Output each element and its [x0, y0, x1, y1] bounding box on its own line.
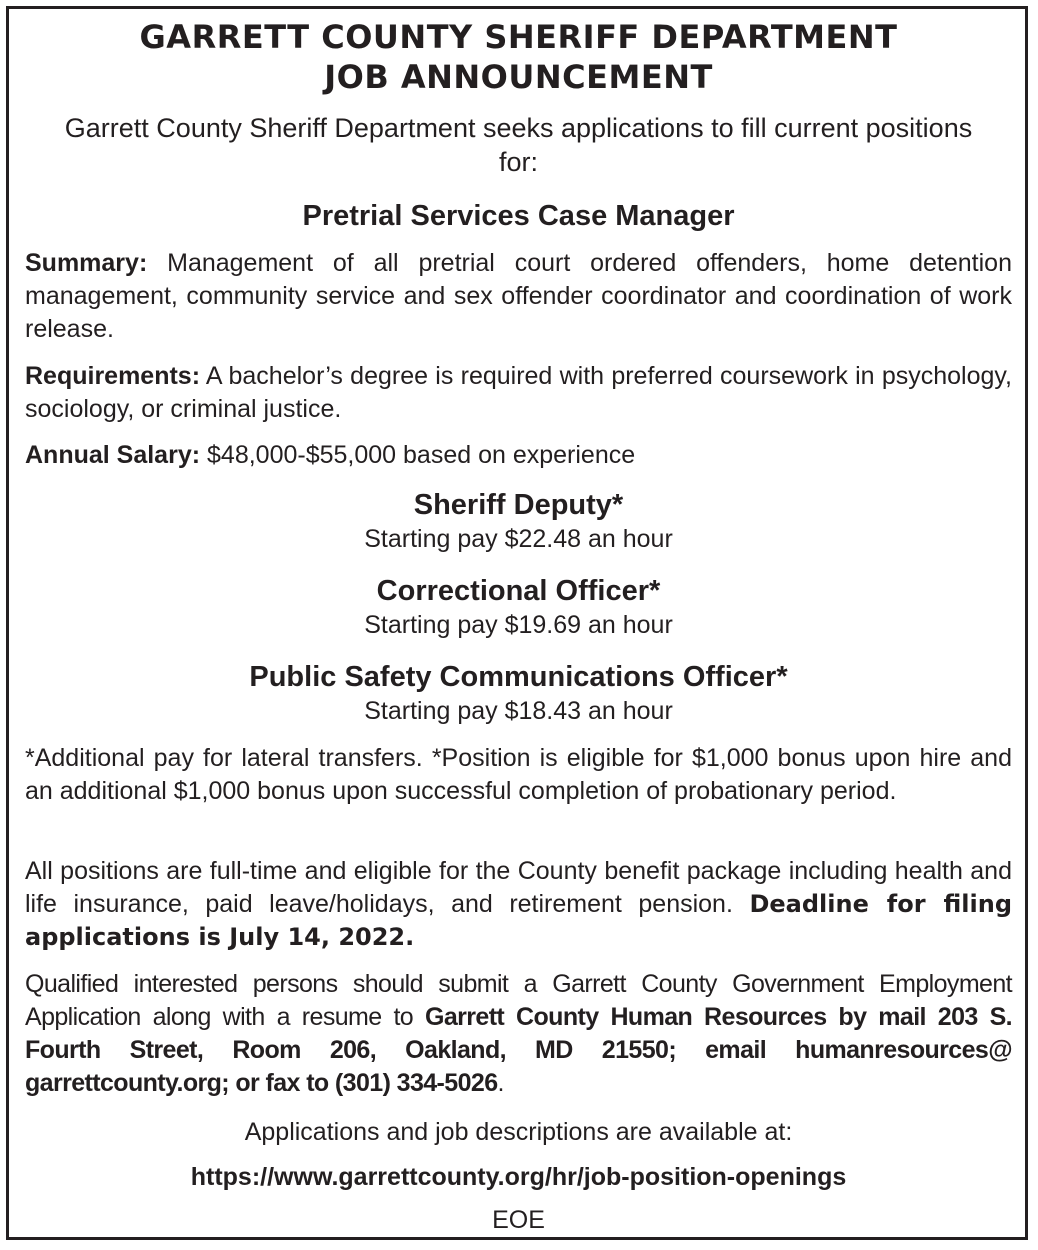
apply-paragraph: [25, 968, 1012, 1100]
announcement-frame: [6, 6, 1028, 1240]
header-line-2: JOB ANNOUNCEMENT: [324, 58, 713, 96]
salary-label: Annual Salary:: [25, 441, 201, 469]
additional-pay-note: *Additional pay for lateral transfers. *Position is eligible for $1,000 bonus upon hire and an additional $1,000 bonus upon successful completion of probationary period.: [25, 744, 1012, 805]
job-openings-link[interactable]: https://www.garrettcounty.org/hr/job-position-openings: [190, 1163, 847, 1191]
deadline-text: Deadline for filing applications is July 14, 2022.: [25, 890, 1013, 951]
requirements-text: A bachelor’s degree is required with preferred coursework in psychology, sociology, or criminal justice.: [25, 362, 1012, 423]
salary-text: $48,000-$55,000 based on experience: [200, 441, 636, 469]
requirements-paragraph: [25, 360, 1012, 426]
position-title-correctional-officer: Correctional Officer*: [376, 575, 661, 607]
position-pay-sheriff-deputy: Starting pay $22.48 an hour: [364, 525, 673, 553]
salary-paragraph: [25, 439, 1012, 472]
requirements-label: Requirements:: [25, 362, 201, 390]
announcement-content: [25, 9, 1012, 1237]
position-title-communications-officer: Public Safety Communications Officer*: [249, 661, 788, 693]
apply-end: .: [497, 1069, 504, 1097]
case-manager-title: Pretrial Services Case Manager: [302, 200, 735, 232]
summary-label: Summary:: [25, 249, 148, 277]
availability-text: Applications and job descriptions are available at:: [244, 1118, 793, 1146]
apply-intro-text: Qualified interested persons should submit a Garrett County Government Employment Application along with a resume to: [25, 970, 1012, 1031]
benefits-text: All positions are full-time and eligible for the County benefit package including health and life insurance, paid leave/holidays, and retirement pension.: [25, 857, 1012, 918]
eoe-text: EOE: [492, 1206, 545, 1234]
position-pay-communications-officer: Starting pay $18.43 an hour: [364, 697, 673, 725]
header-line-1: GARRETT COUNTY SHERIFF DEPARTMENT: [139, 18, 898, 56]
position-title-sheriff-deputy: Sheriff Deputy*: [413, 489, 624, 521]
intro-text: Garrett County Sheriff Department seeks applications to fill current positions for:: [64, 113, 973, 177]
position-pay-correctional-officer: Starting pay $19.69 an hour: [364, 611, 673, 639]
hr-contact-text: Garrett County Human Resources by mail 203 S. Fourth Street, Room 206, Oakland, MD 21550; email humanresources@ garrettcounty.org; or fax to (301) 334-5026: [25, 1003, 1012, 1097]
benefits-paragraph: [25, 855, 1012, 954]
summary-paragraph: [25, 247, 1012, 346]
summary-text: Management of all pretrial court ordered offenders, home detention management, community service and sex offender coordinator and coordination of work release.: [25, 249, 1012, 343]
